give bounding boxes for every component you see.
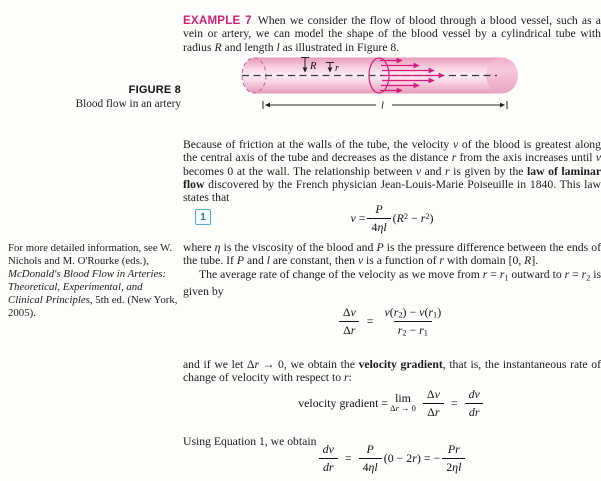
eq4-fraction-2 [359, 442, 382, 475]
eq3-fraction-1 [423, 387, 444, 420]
equation-derivative [183, 434, 601, 479]
eq4-fraction-3 [442, 442, 465, 475]
eq4-f1-num: dv [322, 441, 334, 456]
eq3-equals: = [450, 395, 458, 410]
eq4-f2-den: 4ηl [359, 458, 382, 475]
eq2-fraction-1 [339, 305, 360, 338]
eq2-f2-num: v(r2) − v(r1) [384, 304, 442, 320]
equation-1 [183, 200, 601, 236]
velocity-gradient-paragraph: and if we let Δr → 0, we obtain the velocity gradient, that is, the instantaneous rate of change of velocity with respect to r: [183, 357, 601, 385]
example-heading: EXAMPLE 7 [183, 13, 252, 27]
margin-note: For more detailed information, see W. Nichols and M. O'Rourke (eds.), McDonald's Blood Flow in Arteries: Theoretical, Experimental, and Clinical Principles, 5th ed. (New York, 2005). [8, 242, 178, 320]
figure-caption [0, 84, 181, 110]
viscosity-paragraph-block [183, 241, 601, 298]
eq4-middle: (0 − 2r) = − [383, 450, 441, 465]
eq1-rhs: $(R^2 - r^2)$ [392, 210, 434, 225]
eq4-f3-num: Pr [447, 441, 460, 456]
eq4-fraction-1 [319, 442, 338, 475]
eq1-denominator: 4ηl [367, 218, 390, 235]
figure-title: Blood flow in an artery [75, 98, 181, 110]
equation-velocity-gradient [183, 383, 601, 423]
eq2-f1-den: Δr [339, 321, 359, 338]
using-equation-1-text: Using Equation 1, we obtain [183, 434, 317, 448]
eq2-f1-num: Δv [342, 304, 356, 319]
limit-operator [390, 393, 416, 413]
lim-subscript: Δr → 0 [390, 403, 416, 413]
example-intro-text: When we consider the flow of blood through a blood vessel, such as a vein or artery, we can model the shape of the blood vessel by a cylindrical tube with radius R and length l as illustrated in Figure 8. [183, 13, 601, 54]
length-label: l [381, 100, 384, 112]
eq3-f1-num: Δv [426, 386, 440, 401]
eq2-f2-den: r2 − r1 [394, 321, 432, 338]
equation-average-rate [183, 301, 601, 341]
eq1-fraction [367, 202, 390, 235]
viscosity-paragraph: where η is the viscosity of the blood and P is the pressure difference between the ends of the tube. If P and l are constant, then v is a function of r with domain [0, R]. [183, 241, 601, 268]
eq3-f2-num: dv [468, 386, 480, 401]
eq1-numerator: P [375, 201, 383, 216]
r-label: r [335, 63, 339, 74]
example-7-paragraph [183, 14, 601, 54]
eq3-f2-den: dr [465, 403, 484, 420]
eq1-lhs: v = [350, 210, 366, 225]
eq4-f2-num: P [366, 441, 374, 456]
R-label: R [310, 61, 317, 72]
figure-number: FIGURE 8 [128, 84, 181, 96]
eq2-fraction-2 [380, 305, 445, 338]
main-text-column [183, 0, 601, 481]
eq3-fraction-2 [465, 387, 484, 420]
eq2-equals: = [366, 313, 374, 328]
lim-word: lim [395, 391, 411, 405]
average-rate-paragraph: The average rate of change of the velocity as we move from $r = r_1$ outward to $r = r_2$ is given by [183, 267, 601, 298]
equation-number-badge: 1 [195, 209, 211, 225]
eq3-label: velocity gradient = [298, 395, 389, 410]
eq3-f1-den: Δr [423, 403, 443, 420]
laminar-flow-paragraph: Because of friction at the walls of the tube, the velocity v of the blood is greatest along the central axis of the tube and decreases as the distance r from the axis increases until v becomes 0 at the wall. The relationship between v and r is given by the law of laminar flow discovered by the French physician Jean-Louis-Marie Poiseuille in 1840. This law states that [183, 137, 601, 205]
eq4-equals-1: = [344, 450, 352, 465]
eq4-f1-den: dr [319, 458, 338, 475]
eq4-f3-den: 2ηl [442, 458, 465, 475]
